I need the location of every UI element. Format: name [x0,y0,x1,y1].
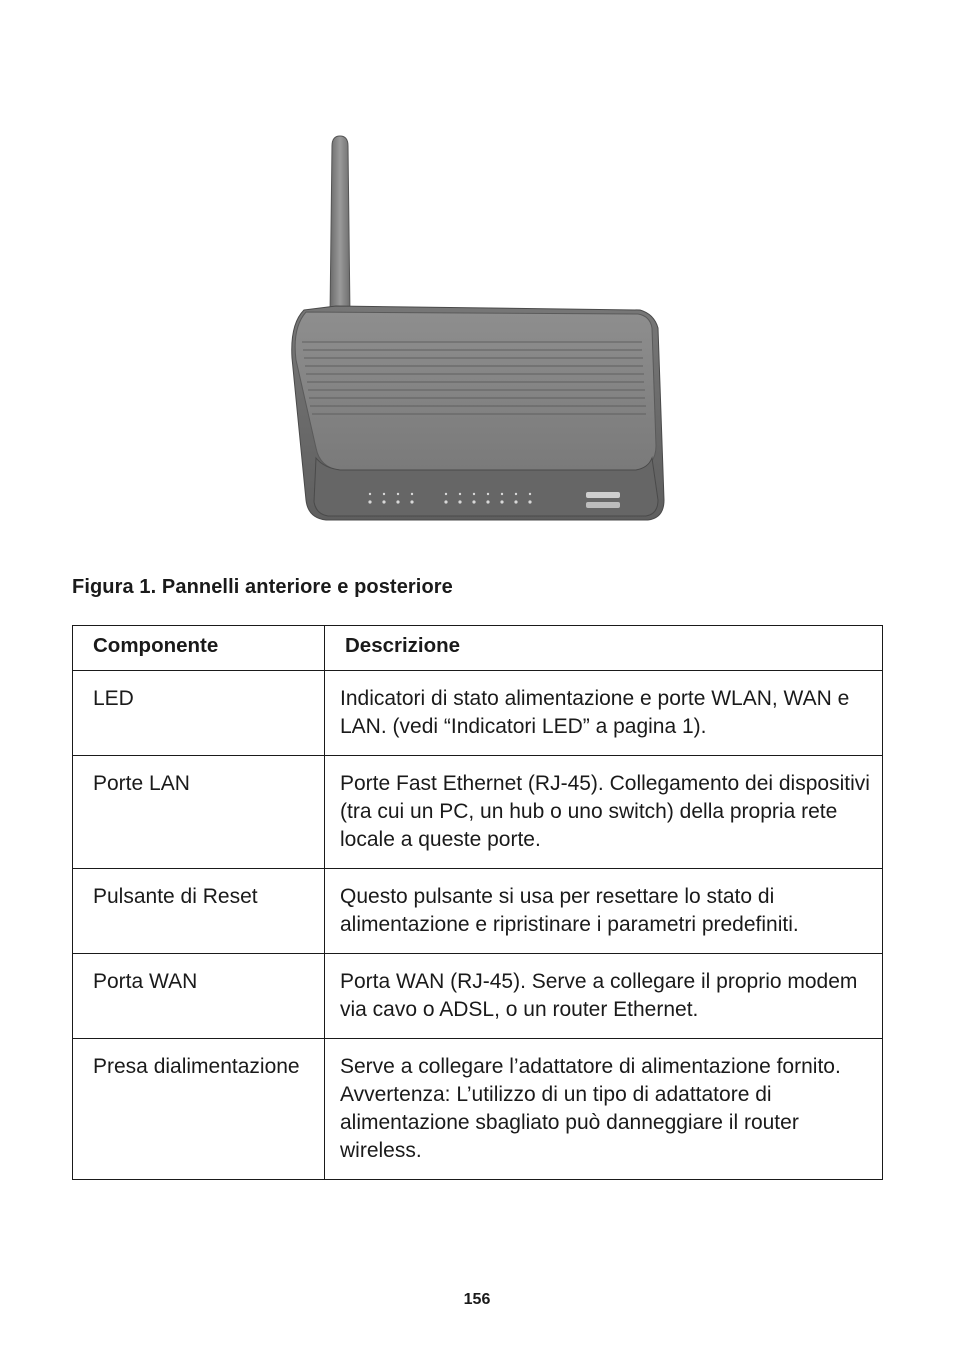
figure-caption: Figura 1. Pannelli anteriore e posteriore [72,576,453,598]
table-row [73,671,883,756]
description-cell [325,1039,883,1180]
router-body [292,306,664,520]
router-antenna [330,136,350,316]
component-cell: Pulsante di Reset [73,869,325,954]
table-header-row [73,626,883,671]
component-table [72,625,883,1180]
description-text: Porta WAN (RJ-45). Serve a collegare il proprio modem via cavo o ADSL, o un router Ethernet. [340,970,858,1021]
component-cell: Porta WAN [73,954,325,1039]
table-row [73,756,883,869]
description-text: Indicatori di stato alimentazione e porte WLAN, WAN e LAN. (vedi “Indicatori LED” a pagina 1). [340,687,850,738]
header-descrizione: Descrizione [325,626,883,671]
header-componente: Componente [73,626,325,671]
router-image [280,128,672,528]
description-cell [325,756,883,869]
table-row [73,1039,883,1180]
description-text: Serve a collegare l’adattatore di alimentazione fornito. [340,1055,841,1078]
component-cell: LED [73,671,325,756]
description-text: Questo pulsante si usa per resettare lo stato di alimentazione e ripristinare i parametri predefiniti. [340,885,799,936]
description-cell [325,671,883,756]
description-text: Porte Fast Ethernet (RJ-45). Collegamento dei dispositivi (tra cui un PC, un hub o uno switch) della propria rete locale a queste porte. [340,772,870,851]
component-cell: Presa dialimentazione [73,1039,325,1180]
description-cell [325,954,883,1039]
warning-text: Avvertenza: L’utilizzo di un tipo di adattatore di alimentazione sbagliato può danneggiare il router wireless. [340,1083,799,1162]
page-number: 156 [463,1291,491,1308]
table-row [73,869,883,954]
table-row [73,954,883,1039]
description-cell [325,869,883,954]
component-cell: Porte LAN [73,756,325,869]
